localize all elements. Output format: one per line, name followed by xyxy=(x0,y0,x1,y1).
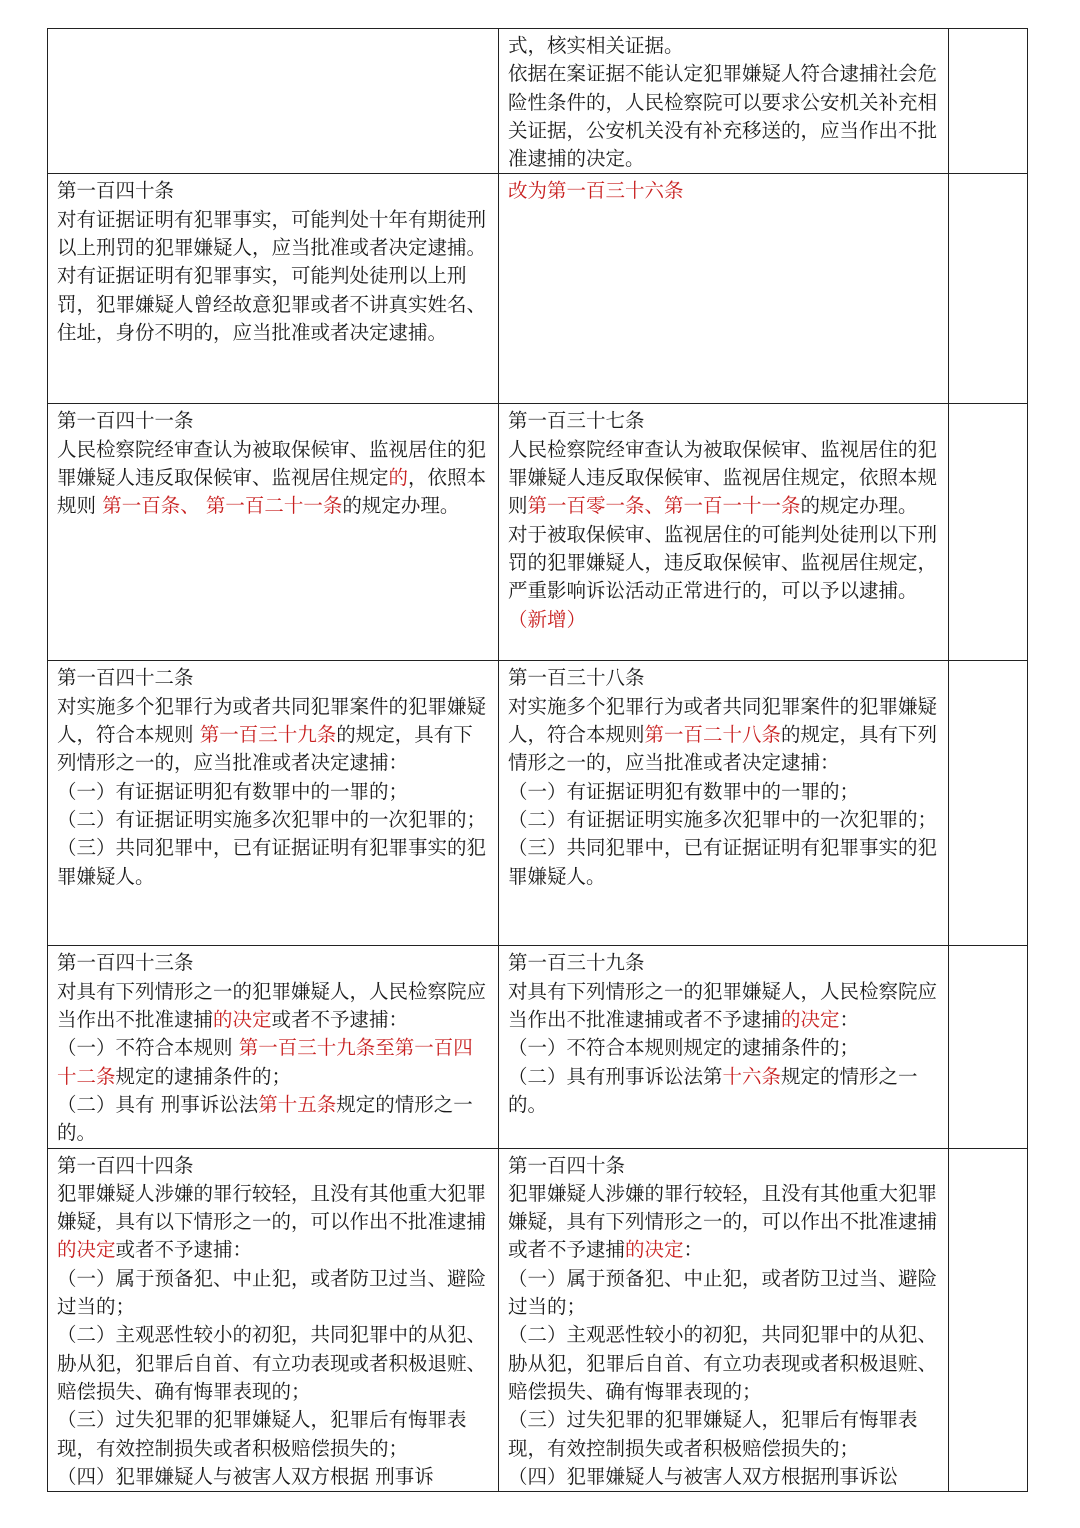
text-run: 规定的情形之一的。 xyxy=(508,1064,918,1116)
text-run: 第一百四十二条 xyxy=(57,666,194,690)
new-provision-cell xyxy=(499,174,949,404)
paragraph xyxy=(508,1321,940,1406)
old-provision-cell xyxy=(48,404,499,661)
table-row xyxy=(48,29,1028,174)
old-provision-cell xyxy=(48,661,499,946)
amended-text: 十六条 xyxy=(722,1064,782,1088)
table-row xyxy=(48,946,1028,1148)
table-row xyxy=(48,1148,1028,1492)
amended-text: 第一百零一条、第一百一十一条 xyxy=(527,494,801,518)
old-provision-cell xyxy=(48,946,499,1148)
amended-text: 第一百三十九条至第一百四十二条 xyxy=(57,1036,473,1088)
text-run: 第一百四十三条 xyxy=(57,951,194,975)
paragraph xyxy=(508,1180,940,1265)
article-heading xyxy=(57,407,490,435)
text-run: 或者不予逮捕： xyxy=(271,1008,409,1032)
paragraph xyxy=(57,806,490,834)
paragraph xyxy=(508,1034,940,1062)
note-cell xyxy=(949,1148,1028,1492)
article-heading xyxy=(57,949,490,977)
text-run: （二）有证据证明实施多次犯罪中的一次犯罪的； xyxy=(57,807,487,831)
text-run: （三）共同犯罪中，已有证据证明有犯罪事实的犯罪嫌疑人。 xyxy=(508,836,938,888)
text-run: （一）不符合本规则规定的逮捕条件的； xyxy=(508,1036,860,1060)
paragraph xyxy=(57,1091,490,1148)
text-run: 规定的情形之一的。 xyxy=(57,1092,473,1145)
paragraph xyxy=(508,1406,940,1463)
article-heading xyxy=(508,949,940,977)
text-run: 第一百四十四条 xyxy=(57,1153,194,1177)
paragraph xyxy=(508,778,940,806)
old-provision-cell xyxy=(48,1148,499,1492)
text-run: （一）有证据证明犯有数罪中的一罪的； xyxy=(508,779,860,803)
text-run: （二）主观恶性较小的初犯，共同犯罪中的从犯、胁从犯，犯罪后自首、有立功表现或者积极退赃、赔偿损失、确有悔罪表现的； xyxy=(57,1323,487,1403)
text-run: 对实施多个犯罪行为或者共同犯罪案件的犯罪嫌疑人，符合本规则 xyxy=(508,694,938,747)
text-run: 犯罪嫌疑人涉嫌的罪行较轻，且没有其他重大犯罪嫌疑，具有下列情形之一的，可以作出不批准逮捕或者不予逮捕 xyxy=(508,1181,938,1262)
new-provision-cell xyxy=(499,29,949,174)
paragraph xyxy=(57,436,490,521)
note-cell xyxy=(949,404,1028,661)
paragraph xyxy=(57,1321,490,1406)
text-run: 人民检察院经审查认为被取保候审、监视居住的犯罪嫌疑人违反取保候审、监视居住规定 xyxy=(57,437,487,490)
paragraph xyxy=(57,693,490,778)
comparison-table xyxy=(47,28,1028,1492)
paragraph xyxy=(57,1180,490,1265)
text-run: 第一百四十条 xyxy=(508,1153,626,1177)
text-run: 第一百四十条 xyxy=(57,179,175,203)
amended-text: 第一百二十八条 xyxy=(644,723,782,747)
new-provision-cell xyxy=(499,1148,949,1492)
amended-text: 的决定 xyxy=(781,1008,840,1032)
article-heading xyxy=(57,177,490,205)
amended-text: 改为第一百三十六条 xyxy=(508,179,684,203)
paragraph xyxy=(508,806,940,834)
text-run: 依据在案证据不能认定犯罪嫌疑人符合逮捕社会危险性条件的，人民检察院可以要求公安机关补充相关证据，公安机关没有补充移送的，应当作出不批准逮捕的决定。 xyxy=(508,62,938,171)
article-heading xyxy=(508,664,940,692)
amended-text: 第一百三十九条 xyxy=(199,723,337,747)
text-run: （一）不符合本规则 xyxy=(57,1036,239,1060)
paragraph xyxy=(508,978,940,1035)
text-run: 第一百三十八条 xyxy=(508,666,645,690)
old-provision-cell xyxy=(48,29,499,174)
amended-text: 的决定 xyxy=(625,1238,684,1262)
text-run: 人民检察院经审查认为被取保候审、监视居住的犯罪嫌疑人违反取保候审、监视居住规定，依照本规则 xyxy=(508,437,938,518)
amended-text: 第一百条、 第一百二十一条 xyxy=(102,494,343,518)
text-run: （一）属于预备犯、中止犯，或者防卫过当、避险过当的； xyxy=(508,1266,938,1319)
old-provision-cell xyxy=(48,174,499,404)
text-run: 对有证据证明有犯罪事实，可能判处徒刑以上刑罚，犯罪嫌疑人曾经故意犯罪或者不讲真实姓名、住址，身份不明的，应当批准或者决定逮捕。 xyxy=(57,264,487,344)
text-run: 对有证据证明有犯罪事实，可能判处十年有期徒刑以上刑罚的犯罪嫌疑人，应当批准或者决定逮捕。 xyxy=(57,207,487,260)
text-run: 的规定办理。 xyxy=(342,494,460,518)
text-run: 第一百三十七条 xyxy=(508,409,645,433)
text-run: 的规定，具有下列情形之一的，应当批准或者决定逮捕： xyxy=(508,723,938,775)
paragraph xyxy=(508,521,940,634)
text-run: （三）过失犯罪的犯罪嫌疑人，犯罪后有悔罪表现，有效控制损失或者积极赔偿损失的； xyxy=(57,1408,467,1460)
text-run: 犯罪嫌疑人涉嫌的罪行较轻，且没有其他重大犯罪嫌疑，具有以下情形之一的，可以作出不批准逮捕 xyxy=(57,1181,487,1234)
table-row xyxy=(48,404,1028,661)
text-run: ： xyxy=(839,1008,860,1032)
text-run: 第一百四十一条 xyxy=(57,409,194,433)
text-run: （一）属于预备犯、中止犯，或者防卫过当、避险过当的； xyxy=(57,1266,487,1319)
amended-text: 第十五条 xyxy=(258,1092,337,1116)
text-run: ： xyxy=(683,1238,704,1262)
text-run: 对具有下列情形之一的犯罪嫌疑人，人民检察院应当作出不批准逮捕或者不予逮捕 xyxy=(508,979,938,1032)
note-cell xyxy=(949,29,1028,174)
text-run: 的规定办理。 xyxy=(800,494,918,518)
new-provision-cell xyxy=(499,661,949,946)
new-provision-cell xyxy=(499,946,949,1148)
text-run: （四）犯罪嫌疑人与被害人双方根据 刑事诉 xyxy=(57,1464,434,1488)
text-run: 或者不予逮捕： xyxy=(115,1238,253,1262)
text-run: （四）犯罪嫌疑人与被害人双方根据刑事诉讼 xyxy=(508,1464,899,1488)
text-run: （二）有证据证明实施多次犯罪中的一次犯罪的； xyxy=(508,807,938,831)
article-heading xyxy=(508,407,940,435)
text-run: ，依照本规则 xyxy=(57,466,487,518)
paragraph xyxy=(57,778,490,806)
paragraph xyxy=(508,693,940,778)
text-run: 规定的逮捕条件的； xyxy=(115,1064,292,1088)
text-run: 对实施多个犯罪行为或者共同犯罪案件的犯罪嫌疑人，符合本规则 xyxy=(57,694,487,747)
paragraph xyxy=(57,1406,490,1463)
amended-text: 的决定 xyxy=(213,1008,272,1032)
paragraph xyxy=(508,436,940,521)
amended-text: （新增） xyxy=(508,607,587,631)
paragraph xyxy=(508,32,940,60)
text-run: （一）有证据证明犯有数罪中的一罪的； xyxy=(57,779,409,803)
table-row xyxy=(48,661,1028,946)
text-run: 对于被取保候审、监视居住的可能判处徒刑以下刑罚的犯罪嫌疑人，违反取保候审、监视居住规定，严重影响诉讼活动正常进行的，可以予以逮捕。 xyxy=(508,522,938,603)
paragraph xyxy=(57,206,490,263)
amended-text: 的 xyxy=(388,466,409,490)
text-run: 第一百三十九条 xyxy=(508,951,645,975)
amended-text: 的决定 xyxy=(57,1238,116,1262)
paragraph xyxy=(508,177,940,205)
text-run: 的规定，具有下列情形之一的，应当批准或者决定逮捕： xyxy=(57,723,473,775)
new-provision-cell xyxy=(499,404,949,661)
paragraph xyxy=(57,834,490,891)
text-run: 式，核实相关证据。 xyxy=(508,34,684,57)
paragraph xyxy=(508,60,940,173)
paragraph xyxy=(508,1265,940,1322)
paragraph xyxy=(508,834,940,891)
note-cell xyxy=(949,174,1028,404)
paragraph xyxy=(57,978,490,1035)
text-run: （二）具有刑事诉讼法第 xyxy=(508,1064,723,1088)
note-cell xyxy=(949,946,1028,1148)
article-heading xyxy=(57,664,490,692)
text-run: 对具有下列情形之一的犯罪嫌疑人，人民检察院应当作出不批准逮捕 xyxy=(57,979,487,1032)
text-run: （三）过失犯罪的犯罪嫌疑人，犯罪后有悔罪表现，有效控制损失或者积极赔偿损失的； xyxy=(508,1408,918,1460)
paragraph xyxy=(508,1063,940,1120)
paragraph xyxy=(57,1463,490,1491)
table-row xyxy=(48,174,1028,404)
paragraph xyxy=(57,1034,490,1091)
text-run: （三）共同犯罪中，已有证据证明有犯罪事实的犯罪嫌疑人。 xyxy=(57,836,487,888)
text-run: （二）主观恶性较小的初犯，共同犯罪中的从犯、胁从犯，犯罪后自首、有立功表现或者积极退赃、赔偿损失、确有悔罪表现的； xyxy=(508,1323,938,1403)
paragraph xyxy=(57,262,490,347)
article-heading xyxy=(57,1152,490,1180)
text-run: （二）具有 刑事诉讼法 xyxy=(57,1092,259,1116)
article-heading xyxy=(508,1152,940,1180)
paragraph xyxy=(508,1463,940,1491)
paragraph xyxy=(57,1265,490,1322)
note-cell xyxy=(949,661,1028,946)
